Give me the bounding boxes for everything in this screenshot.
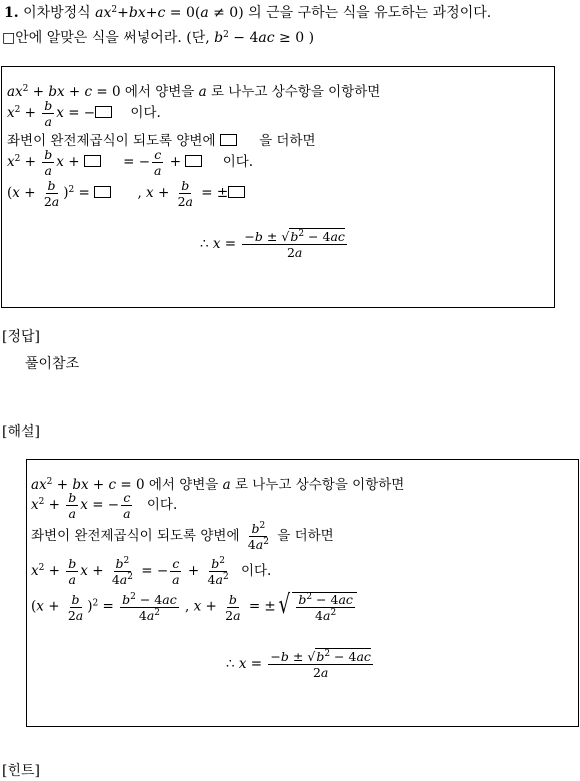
explanation-line-2: $x^2$ + $\frac{b}{a}$ x = − $\frac{c}{a}$ 이다. <box>31 490 178 522</box>
hint-label: [힌트] <box>2 763 40 779</box>
explanation-line-1: $ax^2$ + bx + c = 0 에서 양변을 a 로 나누고 상수항을 이항하면 <box>31 477 405 493</box>
answer-text: 풀이참조 <box>25 356 80 372</box>
problem-line-1: $ax^2$ + bx + c = 0 에서 양변을 a 로 나누고 상수항을 이항하면 <box>7 84 381 100</box>
explanation-label: [해설] <box>2 424 40 440</box>
answer-blank-4[interactable] <box>185 155 202 167</box>
answer-blank-6[interactable] <box>228 186 245 198</box>
question-number: 1. <box>4 5 19 21</box>
explanation-line-5: (x + $\frac{b}{2a}$ )$^2$ = $\frac{b^2 - 4ac}{4a^2}$ , x + $\frac{b}{2a}$ = ± √ $\frac{b^2 - 4ac}{4a^2}$ <box>31 592 357 622</box>
explanation-line-4: $x^2$ + $\frac{b}{a}$ x + $\frac{b^2}{4a^2}$ = − $\frac{c}{a}$ + $\frac{b^2}{4a^2}$ 이다. <box>31 556 272 588</box>
answer-blank-5[interactable] <box>94 186 111 198</box>
answer-label: [정답] <box>2 329 40 345</box>
question-instruction: □안에 알맞은 식을 써넣어라. (단, $b^2 - 4ac \ge 0$ ) <box>2 30 315 46</box>
answer-blank-3[interactable] <box>84 155 101 167</box>
question-title: 이차방정식 $ax^2+bx+c = 0(a \ne 0)$ 의 근을 구하는 식을 유도하는 과정이다. <box>23 5 492 21</box>
explanation-conclusion: ∴ x = $\frac{-b \pm √b^2 - 4ac}{2a}$ <box>226 649 371 681</box>
answer-blank-1[interactable] <box>95 106 112 118</box>
problem-line-3: 좌변이 완전제곱식이 되도록 양변에 을 더하면 <box>7 133 316 149</box>
problem-line-4: $x^2$ + $\frac{b}{a}$ x + = − $\frac{c}{a}$ + 이다. <box>7 147 254 179</box>
problem-conclusion: ∴ x = $\frac{-b \pm √b^2 - 4ac}{2a}$ <box>200 229 345 261</box>
problem-line-2: $x^2$ + $\frac{b}{a}$ x = − 이다. <box>7 98 161 130</box>
explanation-line-3: 좌변이 완전제곱식이 되도록 양변에 $\frac{b^2}{4a^2}$ 을 더하면 <box>31 521 334 553</box>
problem-line-5: (x + $\frac{b}{2a}$ )$^2$ = , x + $\frac{b}{2a}$ = ± <box>7 179 245 208</box>
answer-blank-2[interactable] <box>220 134 237 146</box>
question-header <box>4 2 491 22</box>
